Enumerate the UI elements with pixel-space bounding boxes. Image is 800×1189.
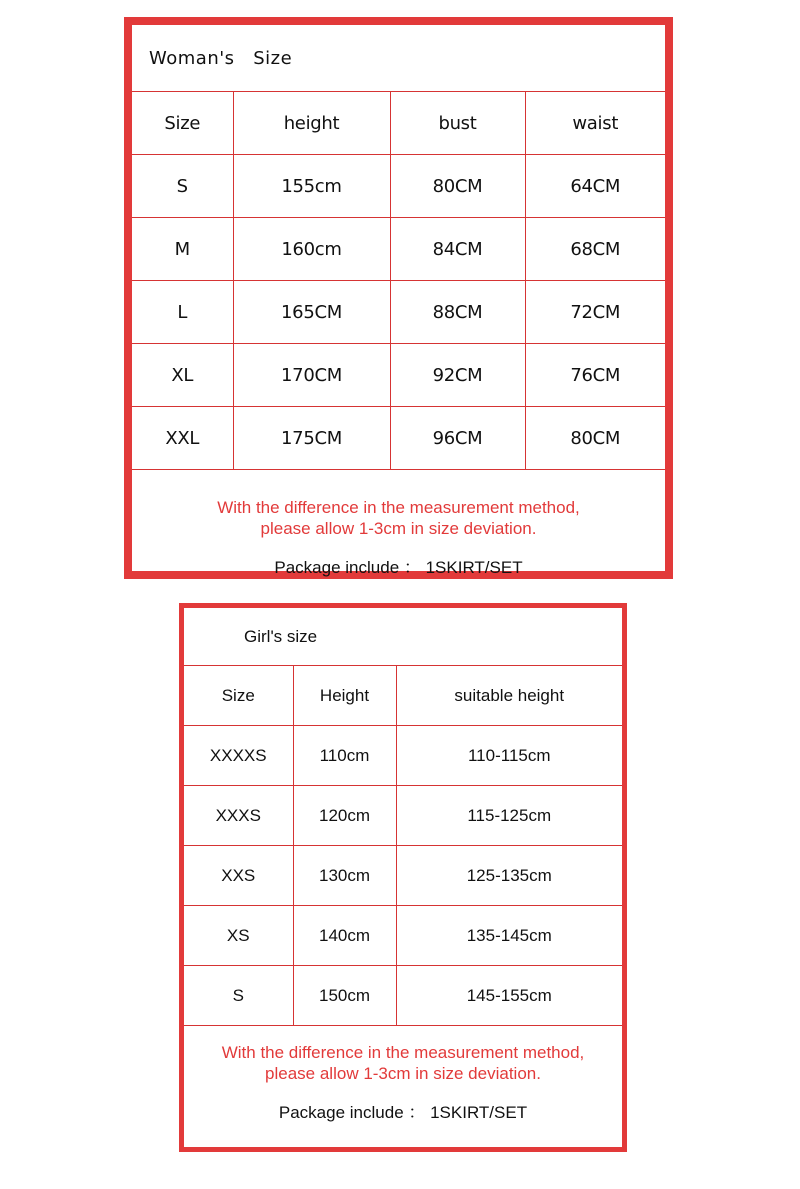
suitable-height-cell: 125-135cm [396, 846, 622, 906]
header-cell: Size [132, 92, 233, 155]
table-header-row [184, 666, 622, 726]
waist-cell: 72CM [525, 281, 665, 344]
girls-size-chart [179, 603, 627, 1152]
size-cell: XXS [184, 846, 293, 906]
table-row [184, 726, 622, 786]
bust-cell: 84CM [390, 218, 525, 281]
warning-line: please allow 1-3cm in size deviation. [265, 1064, 541, 1083]
height-cell: 170CM [233, 344, 390, 407]
women-size-chart [124, 17, 673, 579]
table-row [132, 281, 665, 344]
package-info: Package include ： 1SKIRT/SET [274, 558, 523, 577]
warning-line: With the difference in the measurement method, [221, 1043, 585, 1062]
height-cell: 110cm [293, 726, 396, 786]
waist-cell: 64CM [525, 155, 665, 218]
suitable-height-cell: 145-155cm [396, 966, 622, 1026]
suitable-height-cell: 135-145cm [396, 906, 622, 966]
size-cell: XL [132, 344, 233, 407]
height-cell: 120cm [293, 786, 396, 846]
bust-cell: 92CM [390, 344, 525, 407]
table-row [184, 846, 622, 906]
women-size-table [132, 92, 665, 470]
header-cell: suitable height [396, 666, 622, 726]
height-cell: 165CM [233, 281, 390, 344]
height-cell: 155cm [233, 155, 390, 218]
measurement-warning [184, 1042, 622, 1084]
height-cell: 175CM [233, 407, 390, 470]
table-row [184, 786, 622, 846]
table-row [184, 906, 622, 966]
size-cell: L [132, 281, 233, 344]
waist-cell: 76CM [525, 344, 665, 407]
table-header-row [132, 92, 665, 155]
size-cell: XXL [132, 407, 233, 470]
girls-chart-notes [184, 1028, 622, 1123]
bust-cell: 88CM [390, 281, 525, 344]
women-chart-title-text: Woman's Size [149, 47, 293, 69]
size-cell: XXXXS [184, 726, 293, 786]
header-cell: waist [525, 92, 665, 155]
bust-cell: 80CM [390, 155, 525, 218]
size-cell: S [184, 966, 293, 1026]
header-cell: height [233, 92, 390, 155]
waist-cell: 80CM [525, 407, 665, 470]
women-chart-title [132, 25, 665, 92]
waist-cell: 68CM [525, 218, 665, 281]
women-chart-notes [132, 483, 665, 578]
table-row [132, 344, 665, 407]
size-cell: XXXS [184, 786, 293, 846]
suitable-height-cell: 110-115cm [396, 726, 622, 786]
height-cell: 160cm [233, 218, 390, 281]
size-cell: M [132, 218, 233, 281]
measurement-warning [132, 497, 665, 539]
table-row [132, 407, 665, 470]
girls-chart-title-text: Girl's size [244, 626, 318, 646]
header-cell: Size [184, 666, 293, 726]
girls-size-table [184, 666, 622, 1026]
package-info: Package include ： 1SKIRT/SET [278, 1103, 528, 1122]
table-row [184, 966, 622, 1026]
size-cell: S [132, 155, 233, 218]
table-row [132, 155, 665, 218]
header-cell: bust [390, 92, 525, 155]
height-cell: 150cm [293, 966, 396, 1026]
height-cell: 140cm [293, 906, 396, 966]
girls-chart-title [184, 608, 622, 666]
warning-line: With the difference in the measurement method, [217, 498, 580, 517]
warning-line: please allow 1-3cm in size deviation. [260, 519, 537, 538]
header-cell: Height [293, 666, 396, 726]
size-cell: XS [184, 906, 293, 966]
suitable-height-cell: 115-125cm [396, 786, 622, 846]
height-cell: 130cm [293, 846, 396, 906]
table-row [132, 218, 665, 281]
bust-cell: 96CM [390, 407, 525, 470]
